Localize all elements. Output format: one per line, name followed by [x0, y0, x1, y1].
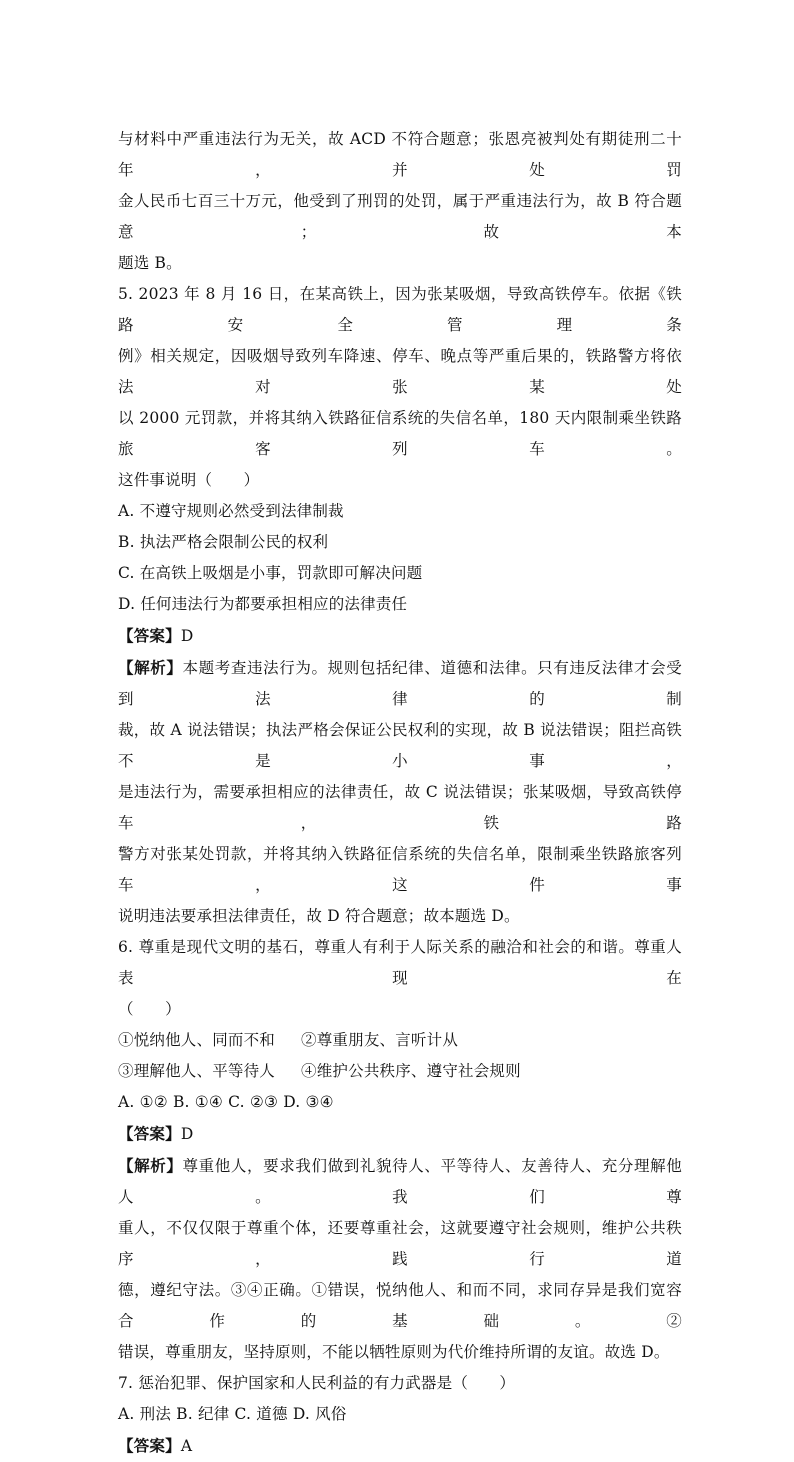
analysis-line: 德，遵纪守法。③④正确。①错误，悦纳他人、和而不同，求同存异是我们宽容合作的基础。② [118, 1281, 682, 1330]
analysis-tag: 【解析】 [118, 1156, 183, 1175]
answer-tag: 【答案】 [118, 1124, 181, 1143]
option-b: B. 执法严格会限制公民的权利 [118, 533, 329, 551]
statement-row [118, 1025, 682, 1056]
question-stem-line: 例》相关规定，因吸烟导致列车降速、停车、晚点等严重后果的，铁路警方将依法对张某处 [118, 347, 682, 396]
text-line: 题选 B。 [118, 254, 182, 272]
question-stem-line: 以 2000 元罚款，并将其纳入铁路征信系统的失信名单，180 天内限制乘坐铁路旅客列车。 [118, 409, 682, 458]
analysis-line: 说明违法要承担法律责任，故 D 符合题意；故本题选 D。 [118, 907, 520, 925]
answer-tag: 【答案】 [118, 626, 181, 645]
analysis-line: 错误，尊重朋友，坚持原则，不能以牺牲原则为代价维持所谓的友谊。故选 D。 [118, 1343, 670, 1361]
statement-3: ③理解他人、平等待人 [118, 1062, 276, 1080]
statement-4: ④维护公共秩序、遵守社会规则 [301, 1062, 521, 1080]
statement-1: ①悦纳他人、同而不和 [118, 1031, 276, 1049]
answer-value: A [180, 1437, 193, 1455]
answer-value: D [180, 1125, 194, 1143]
answer-value: D [180, 627, 194, 645]
analysis-tag: 【解析】 [118, 658, 183, 677]
question-stem-line: 5. 2023 年 8 月 16 日，在某高铁上，因为张某吸烟，导致高铁停车。依据《铁路安全管理条 [118, 285, 682, 334]
previous-analysis-block [118, 124, 682, 279]
analysis-line [118, 652, 682, 715]
question-5 [118, 279, 682, 932]
question-stem-line: （ ） [118, 1000, 181, 1018]
analysis-line: 裁，故 A 说法错误；执法严格会保证公民权利的实现，故 B 说法错误；阻拦高铁不是小事， [118, 721, 682, 770]
text-line: 与材料中严重违法行为无关，故 ACD 不符合题意；张恩亮被判处有期徒刑二十年，并处罚 [118, 130, 682, 179]
analysis-line: 警方对张某处罚款，并将其纳入铁路征信系统的失信名单，限制乘坐铁路旅客列车，这件事 [118, 845, 682, 894]
question-stem-line: 6. 尊重是现代文明的基石，尊重人有利于人际关系的融洽和社会的和谐。尊重人表现在 [118, 938, 682, 987]
analysis-line: 是违法行为，需要承担相应的法律责任，故 C 说法错误；张某吸烟，导致高铁停车，铁路 [118, 783, 682, 832]
analysis-line: 重人，不仅仅限于尊重个体，还要尊重社会，这就要遵守社会规则，维护公共秩序，践行道 [118, 1219, 682, 1268]
options-line: A. 刑法 B. 纪律 C. 道德 D. 风俗 [118, 1405, 347, 1423]
analysis-text: 本题考查违法行为。规则包括纪律、道德和法律。只有违反法律才会受到法律的制 [118, 659, 682, 708]
option-d: D. 任何违法行为都要承担相应的法律责任 [118, 595, 408, 613]
question-6 [118, 932, 682, 1368]
statement-2: ②尊重朋友、言听计从 [301, 1031, 459, 1049]
question-stem-line: 7. 惩治犯罪、保护国家和人民利益的有力武器是（ ） [118, 1374, 516, 1392]
analysis-text: 尊重他人，要求我们做到礼貌待人、平等待人、友善待人、充分理解他人。我们尊 [118, 1157, 682, 1206]
option-c: C. 在高铁上吸烟是小事，罚款即可解决问题 [118, 564, 423, 582]
statement-row [118, 1056, 682, 1087]
answer-line [118, 1430, 682, 1462]
options-line: A. ①② B. ①④ C. ②③ D. ③④ [118, 1093, 334, 1111]
page-content [118, 124, 682, 1462]
answer-line [118, 620, 682, 652]
answer-tag: 【答案】 [118, 1436, 181, 1455]
option-a: A. 不遵守规则必然受到法律制裁 [118, 502, 344, 520]
question-stem-line: 这件事说明（ ） [118, 471, 260, 489]
question-7 [118, 1368, 682, 1462]
text-line: 金人民币七百三十万元，他受到了刑罚的处罚，属于严重违法行为，故 B 符合题意；故本 [118, 192, 682, 241]
analysis-line [118, 1150, 682, 1213]
